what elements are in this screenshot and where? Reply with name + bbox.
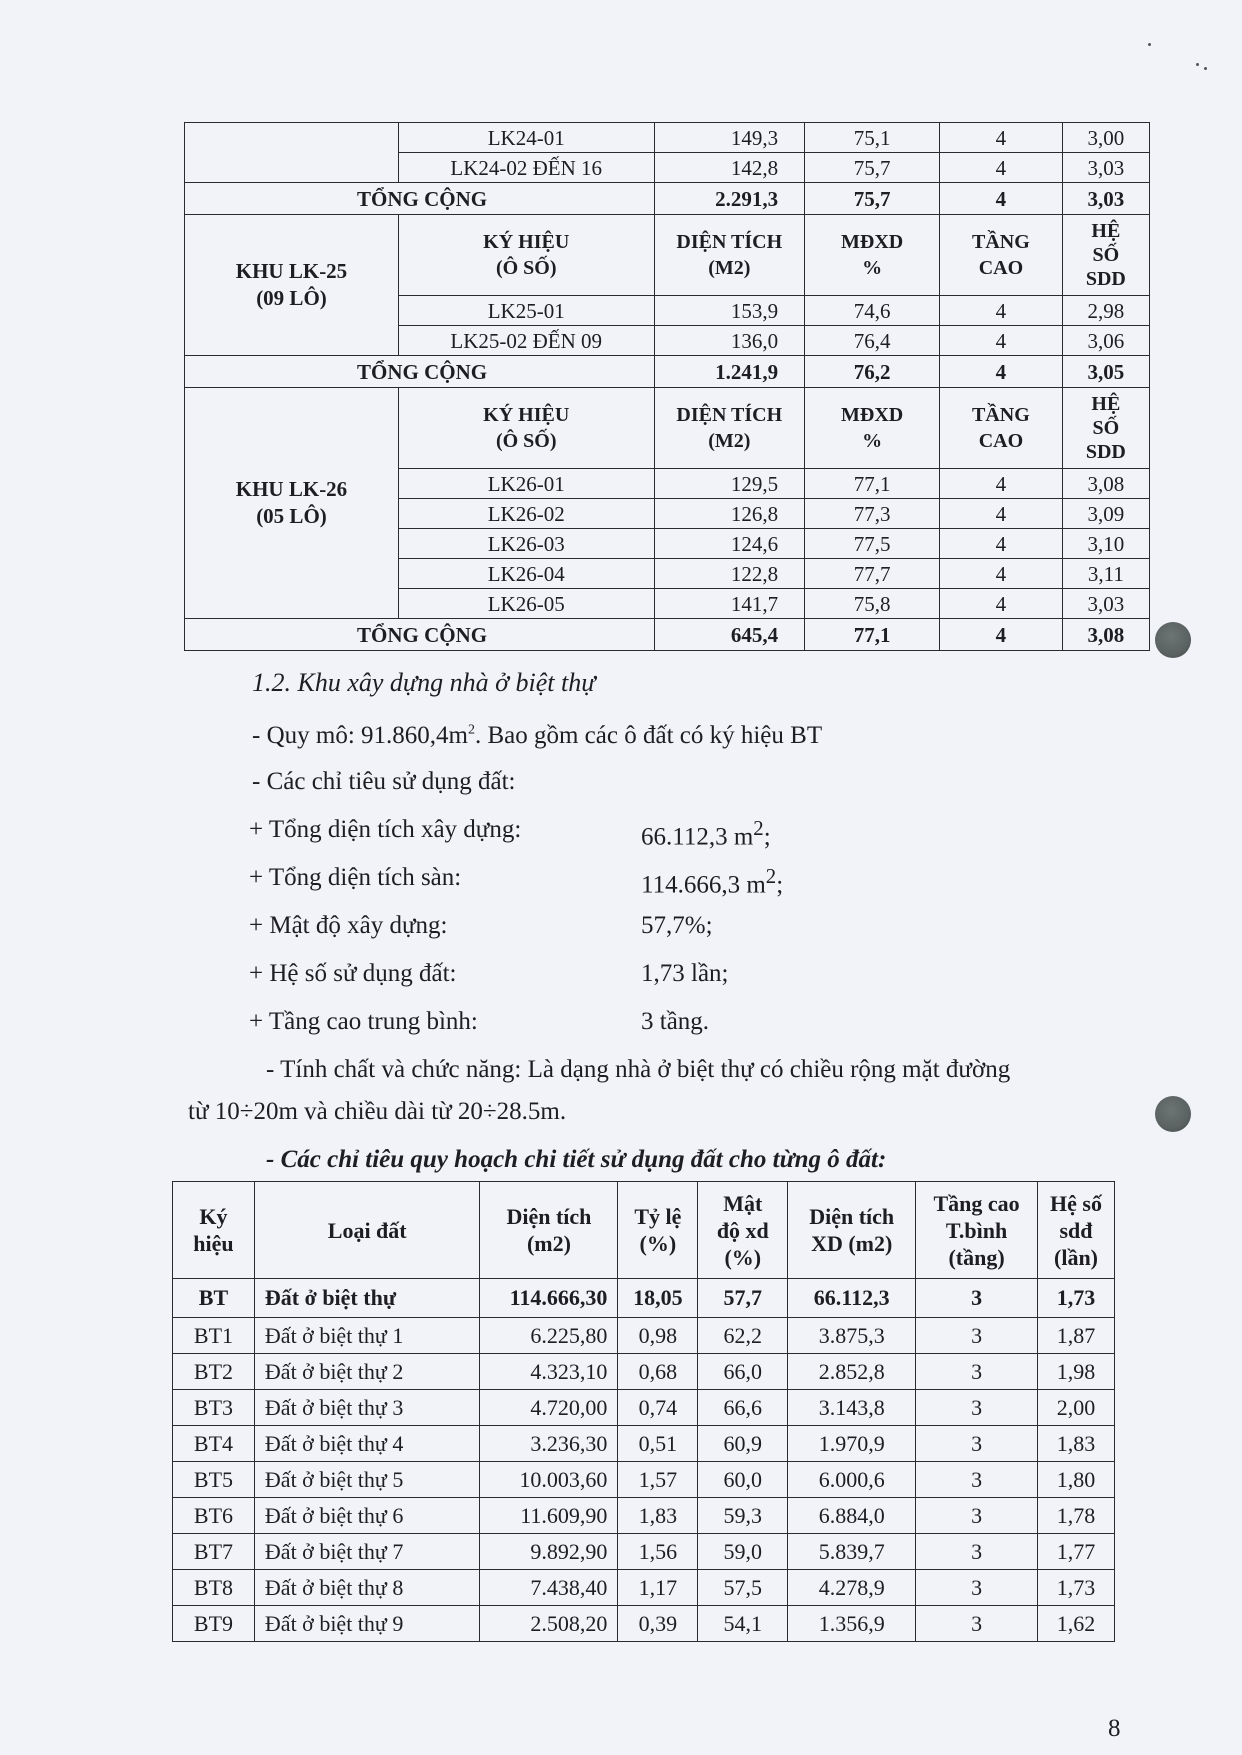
build-area-cell: 6.000,6 [788,1462,916,1498]
header-area [654,215,805,296]
header-density [805,215,940,296]
far-cell: 3,03 [1062,589,1149,619]
table-row [173,1606,1115,1642]
header-text: (%) [724,1244,762,1270]
ratio-cell: 1,83 [618,1498,698,1534]
header-text: T.bình [945,1217,1008,1243]
total-far: 3,03 [1062,183,1149,215]
ratio-cell: 1,57 [618,1462,698,1498]
area-cell: 3.236,30 [480,1426,618,1462]
ratio-cell: 0,39 [618,1606,698,1642]
header-ratio [618,1182,698,1279]
header-text: Tầng cao [933,1190,1020,1216]
header-text: SỐ [1092,244,1120,266]
indicator-label: + Tầng cao trung bình: [249,1008,478,1035]
value-tail: ; [763,823,771,851]
total-row [185,356,1150,388]
total-area: 1.241,9 [654,356,805,388]
area-cell: 142,8 [654,153,805,183]
symbol-cell: BT1 [173,1318,255,1354]
total-floors: 4 [940,183,1063,215]
zone-name: KHU LK-25 [235,259,348,283]
zone-cell [185,215,399,356]
area-cell: 129,5 [654,469,805,499]
symbol-cell: LK26-01 [398,469,654,499]
total-density: 77,1 [805,619,940,651]
table-row [173,1462,1115,1498]
density-cell: 57,7 [698,1279,788,1318]
header-text: SỐ [1092,417,1120,439]
header-area [480,1182,618,1279]
floors-cell: 4 [940,589,1063,619]
ratio-cell: 18,05 [618,1279,698,1318]
header-text: (tầng) [948,1244,1005,1270]
header-text: HỆ [1091,393,1121,415]
header-text: DIỆN TÍCH [676,231,783,253]
header-build-area [788,1182,916,1279]
table-row [173,1534,1115,1570]
value-tail: ; [776,871,784,899]
header-density [698,1182,788,1279]
indicator-label: + Tổng diện tích sàn: [249,864,462,891]
header-text: Mật [723,1190,763,1216]
area-cell: 10.003,60 [480,1462,618,1498]
type-cell: Đất ở biệt thự 5 [254,1462,480,1498]
far-cell: 2,00 [1038,1390,1115,1426]
symbol-cell: BT [173,1279,255,1318]
area-cell: 6.225,80 [480,1318,618,1354]
scan-speck [1196,63,1199,66]
header-text: CAO [978,430,1024,452]
scale-suffix: . Bao gồm các ô đất có ký hiệu BT [474,722,823,749]
header-text: KÝ HIỆU [483,231,570,253]
build-area-cell: 2.852,8 [788,1354,916,1390]
superscript: 2 [753,816,764,840]
header-density [805,388,940,469]
lk-lots-table [184,122,1150,651]
symbol-cell: BT4 [173,1426,255,1462]
far-cell: 1,73 [1038,1570,1115,1606]
total-far: 3,08 [1062,619,1149,651]
floors-cell: 3 [916,1390,1038,1426]
header-floors [940,388,1063,469]
symbol-cell: LK25-01 [398,296,654,326]
header-floors [940,215,1063,296]
floors-cell: 4 [940,153,1063,183]
far-cell: 3,08 [1062,469,1149,499]
punch-hole [1155,1096,1191,1132]
header-area [654,388,805,469]
build-area-cell: 1.970,9 [788,1426,916,1462]
header-row [173,1182,1115,1279]
section-title: 1.2. Khu xây dựng nhà ở biệt thự [252,668,596,697]
floors-cell: 3 [916,1462,1038,1498]
area-cell: 124,6 [654,529,805,559]
header-text: TẦNG [972,404,1030,426]
indicators-heading: - Các chỉ tiêu sử dụng đất: [252,768,516,795]
indicator-value [641,816,771,851]
floors-cell: 4 [940,499,1063,529]
indicator-label: + Hệ số sử dụng đất: [249,960,457,987]
total-far: 3,05 [1062,356,1149,388]
total-label: TỔNG CỘNG [185,619,655,651]
far-cell: 3,10 [1062,529,1149,559]
header-text: XD (m2) [811,1231,893,1256]
header-text: % [862,430,883,452]
far-cell: 3,03 [1062,153,1149,183]
far-cell: 3,00 [1062,123,1149,153]
far-cell: 2,98 [1062,296,1149,326]
floors-cell: 4 [940,529,1063,559]
nature-line-2: từ 10÷20m và chiều dài từ 20÷28.5m. [188,1098,567,1125]
header-symbol [398,388,654,469]
header-text: Ký [199,1204,228,1229]
type-cell: Đất ở biệt thự 9 [254,1606,480,1642]
symbol-cell: LK26-02 [398,499,654,529]
header-text: độ xd [716,1217,769,1243]
header-text: Diện tích [506,1204,592,1229]
symbol-cell: BT7 [173,1534,255,1570]
symbol-cell: LK25-02 ĐẾN 09 [398,326,654,356]
floors-cell: 3 [916,1606,1038,1642]
far-cell: 3,06 [1062,326,1149,356]
area-cell: 153,9 [654,296,805,326]
header-text: HỆ [1091,220,1121,242]
area-cell: 11.609,90 [480,1498,618,1534]
superscript: 2 [765,864,777,888]
density-cell: 76,4 [805,326,940,356]
header-far [1038,1182,1115,1279]
floors-cell: 3 [916,1570,1038,1606]
header-text: (Ô SỐ) [495,430,557,452]
density-cell: 62,2 [698,1318,788,1354]
total-row [185,183,1150,215]
density-cell: 59,3 [698,1498,788,1534]
area-cell: 126,8 [654,499,805,529]
far-cell: 1,73 [1038,1279,1115,1318]
header-text: (M2) [708,257,751,279]
floors-cell: 3 [916,1354,1038,1390]
header-land-type: Loại đất [254,1182,480,1279]
nature-line-1: - Tính chất và chức năng: Là dạng nhà ở biệt thự có chiều rộng mặt đường [266,1056,1011,1083]
type-cell: Đất ở biệt thự 6 [254,1498,480,1534]
density-cell: 75,8 [805,589,940,619]
detail-heading: - Các chỉ tiêu quy hoạch chi tiết sử dụng đất cho từng ô đất: [266,1146,887,1173]
build-area-cell: 3.143,8 [788,1390,916,1426]
total-area: 645,4 [654,619,805,651]
density-cell: 75,7 [805,153,940,183]
far-cell: 1,87 [1038,1318,1115,1354]
table-row [173,1426,1115,1462]
total-area: 2.291,3 [654,183,805,215]
table-row [173,1390,1115,1426]
indicator-value: 3 tầng. [641,1008,710,1035]
summary-row [173,1279,1115,1318]
floors-cell: 4 [940,559,1063,589]
type-cell: Đất ở biệt thự 4 [254,1426,480,1462]
density-cell: 77,1 [805,469,940,499]
area-cell: 114.666,30 [480,1279,618,1318]
bt-rows [173,1318,1115,1642]
header-floors [916,1182,1038,1279]
zone-name: KHU LK-26 [235,477,348,501]
density-cell: 74,6 [805,296,940,326]
density-cell: 60,0 [698,1462,788,1498]
header-symbol [398,215,654,296]
far-cell: 1,78 [1038,1498,1115,1534]
table-row [185,123,1150,153]
ratio-cell: 0,51 [618,1426,698,1462]
symbol-cell: LK26-03 [398,529,654,559]
area-cell: 141,7 [654,589,805,619]
ratio-cell: 1,56 [618,1534,698,1570]
header-text: CAO [978,257,1024,279]
scan-speck [1148,43,1151,46]
header-text: DIỆN TÍCH [676,404,783,426]
floors-cell: 3 [916,1498,1038,1534]
table-row [173,1570,1115,1606]
zone-cell-continued [185,123,399,183]
density-cell: 57,5 [698,1570,788,1606]
build-area-cell: 3.875,3 [788,1318,916,1354]
build-area-cell: 1.356,9 [788,1606,916,1642]
area-cell: 7.438,40 [480,1570,618,1606]
floors-cell: 4 [940,469,1063,499]
symbol-cell: LK26-05 [398,589,654,619]
floors-cell: 3 [916,1426,1038,1462]
header-text: (lần) [1054,1244,1098,1270]
page-number: 8 [1108,1715,1121,1742]
villa-lots-table [172,1181,1115,1642]
far-cell: 3,09 [1062,499,1149,529]
density-cell: 54,1 [698,1606,788,1642]
density-cell: 66,0 [698,1354,788,1390]
density-cell: 77,7 [805,559,940,589]
far-cell: 1,62 [1038,1606,1115,1642]
value-text: 66.112,3 m [641,823,754,851]
floors-cell: 4 [940,326,1063,356]
superscript: 2 [467,722,475,738]
zone-cell [185,388,399,619]
far-cell: 1,77 [1038,1534,1115,1570]
symbol-cell: LK26-04 [398,559,654,589]
total-floors: 4 [940,619,1063,651]
build-area-cell: 6.884,0 [788,1498,916,1534]
build-area-cell: 4.278,9 [788,1570,916,1606]
build-area-cell: 5.839,7 [788,1534,916,1570]
total-row [185,619,1150,651]
header-text: SDD [1085,268,1126,290]
header-text: sdđ [1059,1217,1093,1243]
symbol-cell: BT8 [173,1570,255,1606]
header-text: (M2) [708,430,751,452]
area-cell: 9.892,90 [480,1534,618,1570]
area-cell: 2.508,20 [480,1606,618,1642]
type-cell: Đất ở biệt thự [254,1279,480,1318]
floors-cell: 3 [916,1279,1038,1318]
table-row [173,1318,1115,1354]
density-cell: 77,3 [805,499,940,529]
header-text: (Ô SỐ) [495,257,557,279]
type-cell: Đất ở biệt thự 2 [254,1354,480,1390]
table-row [173,1498,1115,1534]
header-text: (%) [639,1231,677,1256]
punch-hole [1155,622,1191,658]
type-cell: Đất ở biệt thự 7 [254,1534,480,1570]
zone-lots: (09 LÔ) [256,286,327,310]
density-cell: 60,9 [698,1426,788,1462]
indicator-label: + Mật độ xây dựng: [249,912,448,939]
area-cell: 4.323,10 [480,1354,618,1390]
indicator-value [641,864,783,899]
ratio-cell: 0,98 [618,1318,698,1354]
header-far [1062,388,1149,469]
symbol-cell: BT9 [173,1606,255,1642]
type-cell: Đất ở biệt thự 1 [254,1318,480,1354]
symbol-cell: LK24-01 [398,123,654,153]
indicator-label: + Tổng diện tích xây dựng: [249,816,522,843]
scale-text: - Quy mô: 91.860,4m [252,722,468,749]
header-far [1062,215,1149,296]
density-cell: 75,1 [805,123,940,153]
floors-cell: 3 [916,1534,1038,1570]
far-cell: 1,80 [1038,1462,1115,1498]
symbol-cell: BT3 [173,1390,255,1426]
header-symbol [173,1182,255,1279]
header-text: Diện tích [809,1204,895,1229]
area-cell: 4.720,00 [480,1390,618,1426]
floors-cell: 3 [916,1318,1038,1354]
ratio-cell: 0,68 [618,1354,698,1390]
total-floors: 4 [940,356,1063,388]
table-row [173,1354,1115,1390]
far-cell: 1,83 [1038,1426,1115,1462]
header-text: MĐXD [841,404,904,426]
total-label: TỔNG CỘNG [185,356,655,388]
density-cell: 66,6 [698,1390,788,1426]
far-cell: 1,98 [1038,1354,1115,1390]
total-density: 76,2 [805,356,940,388]
header-text: % [862,257,883,279]
type-cell: Đất ở biệt thự 8 [254,1570,480,1606]
scan-speck [1204,67,1207,70]
area-cell: 149,3 [654,123,805,153]
ratio-cell: 1,17 [618,1570,698,1606]
density-cell: 77,5 [805,529,940,559]
indicator-value: 1,73 lần; [641,960,729,987]
zone-lots: (05 LÔ) [256,504,327,528]
floors-cell: 4 [940,123,1063,153]
header-text: Hệ số [1050,1190,1102,1216]
header-text: MĐXD [841,231,904,253]
type-cell: Đất ở biệt thự 3 [254,1390,480,1426]
floors-cell: 4 [940,296,1063,326]
area-cell: 122,8 [654,559,805,589]
value-text: 114.666,3 m [641,871,766,899]
symbol-cell: BT2 [173,1354,255,1390]
area-cell: 136,0 [654,326,805,356]
symbol-cell: LK24-02 ĐẾN 16 [398,153,654,183]
ratio-cell: 0,74 [618,1390,698,1426]
zone-header-row [185,388,1150,469]
header-text: TẦNG [972,231,1030,253]
header-text: KÝ HIỆU [483,404,570,426]
far-cell: 3,11 [1062,559,1149,589]
symbol-cell: BT5 [173,1462,255,1498]
indicator-value: 57,7%; [641,912,713,939]
density-cell: 59,0 [698,1534,788,1570]
header-text: SDD [1085,441,1126,463]
symbol-cell: BT6 [173,1498,255,1534]
scale-line [252,722,822,750]
header-text: hiệu [193,1231,234,1256]
total-label: TỔNG CỘNG [185,183,655,215]
header-text: (m2) [526,1231,571,1256]
total-density: 75,7 [805,183,940,215]
header-text: Tỷ lệ [634,1204,682,1229]
zone-header-row [185,215,1150,296]
build-area-cell: 66.112,3 [788,1279,916,1318]
